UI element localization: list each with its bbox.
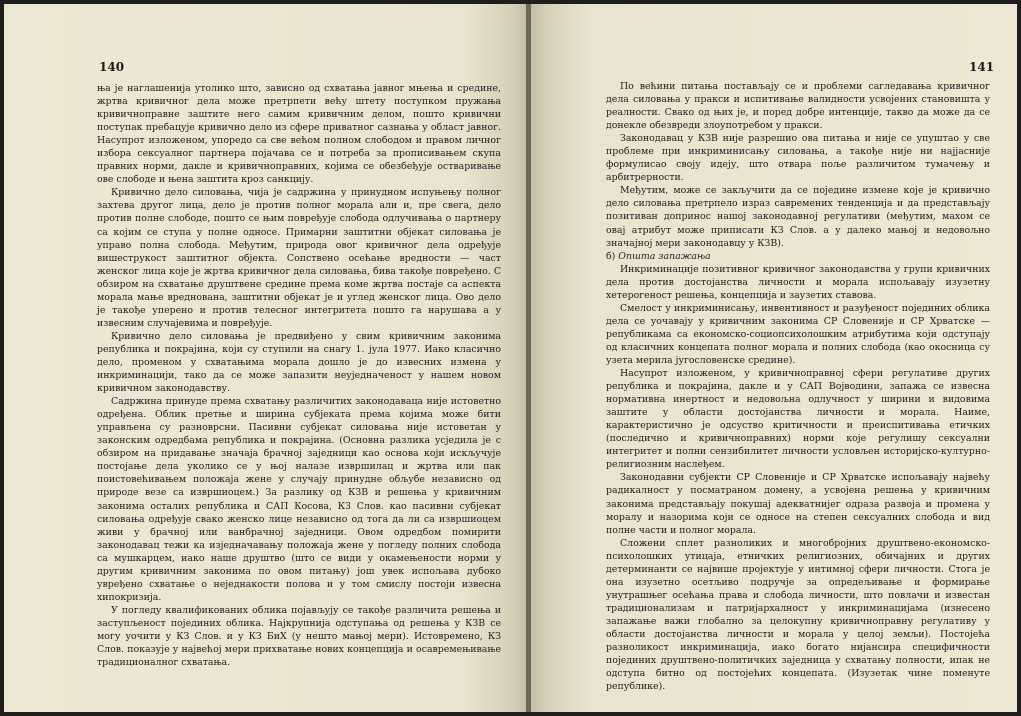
- paragraph: Законодавац у КЗВ није разрешио ова питања и није се упуштао у све проблеме при инкриминисању силовања, а такође није ни најјасније формулисао своју идеју, што отвара поље различитом тумачењу и арбитрерности.: [606, 133, 990, 184]
- paragraph: Смелост у инкриминисању, инвентивност и разуђеност појединих облика дела се уочавају у кривичним законима СР Словеније и СР Хрватске — републикама са економско-социопсихолошким атрибутима који одступају од класичних концепата полног морала и полних слобода (као окосница су узета мерила југословенске средине).: [606, 302, 990, 366]
- section-title: Општа запажања: [618, 250, 711, 262]
- right-page: [531, 4, 1017, 712]
- page-number-left: 140: [99, 60, 125, 74]
- paragraph: Кривично дело силовања је предвиђено у свим кривичним законима република и покрајина, који су ступили на снагу 1. јула 1977. Иако класично дело, променом у схватањима морала дошло је до извесних измена у инкриминацији, тако да се може запазити неуједначеност у нашем новом кривичном законодавству.: [97, 330, 501, 395]
- left-page: [4, 4, 527, 712]
- right-page-text: [606, 80, 990, 693]
- paragraph: Сложени сплет разноликих и многобројних друштвено-економско-психолошких утицаја, етничких религиозних, обичајних и других детерминанти се највише пројектује у интимној сфери личности. Стога је она изузетно осетљиво подручје за опредељивање и формирање унутрашњег осећања права и слобода личности, што повлачи и известан традиционализам и патријархалност у инкриминацијама (изнесено запажање важи глобално за целокупну кривичноправну регулативу у области достојанства личности и морала у целој земљи). Постојећа разноликост инкриминација, иако богато нијансира специфичности појединих друштвено-политичких заједница у схватању полности, ипак не одступа битно од постојећих концепата. (Изузетак чине поменуте републике).: [606, 537, 990, 693]
- paragraph: Садржина принуде према схватању различитих законодаваца није истоветно одређена. Облик претње и ширина субјеката према којима може бити управљена су разноврсни. Пасивни субјекат силовања није истоветан у законским одредбама република и покрајина. (Основна разлика усједила је с обзиром на придавање значаја брачној заједници као основа који искључује постојање дела уколико се у њој налазе извршилац и жртва или пак поистовећивањем положаја жене у случају принудне обљубе независно од природе везе са извршиоцем.) За разлику од КЗВ и решења у кривичним законима осталих република и САП Косова, КЗ Слов. као пасивни субјекат силовања одређује свако женско лице независно од тога да ли са извршиоцем живи у брачној или ванбрачној заједници. Овом одредбом помирити законодавац тежи ка изједначавању положаја жене у погледу полних слобода са мушкарцем, иако наше друштво (што се види у окамењености норми у другим кривичним законима по овом питању) још увек испољава дубоко увређено схватање о неједнакости полова и у том смислу постоји извесна хипокризија.: [97, 396, 501, 603]
- page-number-right: 141: [969, 60, 995, 74]
- left-page-text: [97, 82, 501, 669]
- section-number: б): [606, 250, 616, 262]
- paragraph: У погледу квалификованих облика појављују се такође различита решења и заступљеност појединих облика. Најкрупнија одступања од решења у КЗВ се могу уочити у КЗ Слов. и у КЗ БиХ (у нешто мањој мери). Истовремено, КЗ Слов. показује у највећој мери прихватање нових концепција и осавремењивање традиционалног схватања.: [97, 604, 501, 669]
- paragraph: Инкриминације позитивног кривичног законодавства у групи кривичних дела против достојанства личности и морала испољавају изузетну хетерогеност решења, концепција и заузетих ставова.: [606, 263, 990, 301]
- paragraph: ња је наглашенија утолико што, зависно од схватања јавног мњења и средине, жртва кривичног дела може претрпети већу штету поступком пружања кривичноправне заштите него самим кривичним делом, пошто кривични поступак пребацује кривично дело из сфере приватног сазнања у област јавног. Насупрот изложеном, упоредо са све већом полном слободом и правом личног избора сексуалног партнера појачава се и потреба за прописивањем скупа правних норми, дакле и кривичноправних, којима се обезбеђује остваривање ове слободе и њена заштита кроз санкцију.: [97, 83, 501, 186]
- paragraph: Међутим, може се закључити да се поједине измене које је кривично дело силовања претрпело израз савремених тенденција и да представљају позитиван допринос нашој законодавној регулативи (међутим, махом се овај атрибут може приписати КЗ Слов. а у далеко мањој и недовољно значајној мери законодавцу у КЗВ).: [606, 185, 990, 249]
- section-heading: [606, 250, 990, 263]
- paragraph: Кривично дело силовања, чија је садржина у принудном испуњењу полног захтева другог лица, дело је против полног морала али и, пре свега, дело против полне слободе, пошто се њим повређује слобода одлучивања о партнеру са којим се ступа у полне односе. Примарни заштитни објекат силовања је управо полна слобода. Међутим, природа овог кривичног дела одређује вишеструкост заштитног објекта. Сопствено осећање вредности — част женског лица које је жртва кривичног дела силовања, бива такође повређено. С обзиром на схватање друштвене средине према коме жртва постаје са аспекта морала мање вреднована, заштитни објекат је и углед женског лица. Ово дело је такође уперено и против телесног интегритета пошто га нарушава а у извесним случајевима и повређује.: [97, 187, 501, 329]
- paragraph: Законодавни субјекти СР Словеније и СР Хрватске испољавају највећу радикалност у посматраном домену, а усвојена решења у кривичним законима представљају покушај адекватнијег одраза развоја и промена у моралу и назорима који се односе на степен сексуалних слобода и вид полне части и полног морала.: [606, 472, 990, 536]
- paragraph: По већини питања постављају се и проблеми сагледавања кривичног дела силовања у пракси и испитивање валидности усвојених становишта у реалности. Свако од њих је, и поред добре интенције, такво да може да се донекле обезвреди злоупотребом у пракси.: [606, 81, 990, 132]
- paragraph: Насупрот изложеном, у кривичноправној сфери регулативе других република и покрајина, дакле и у САП Војводини, запажа се извесна нормативна инертност и недовољна одлучност у ширини и видовима заштите у области достојанства личности и морала. Наиме, карактеристично је одсуство критичности и преиспитивања етичких (последично и кривичноправних) норми које регулишу сексуални интегритет и полни сензибилитет личности условљен историјско-културно-религиозним наслеђем.: [606, 368, 990, 471]
